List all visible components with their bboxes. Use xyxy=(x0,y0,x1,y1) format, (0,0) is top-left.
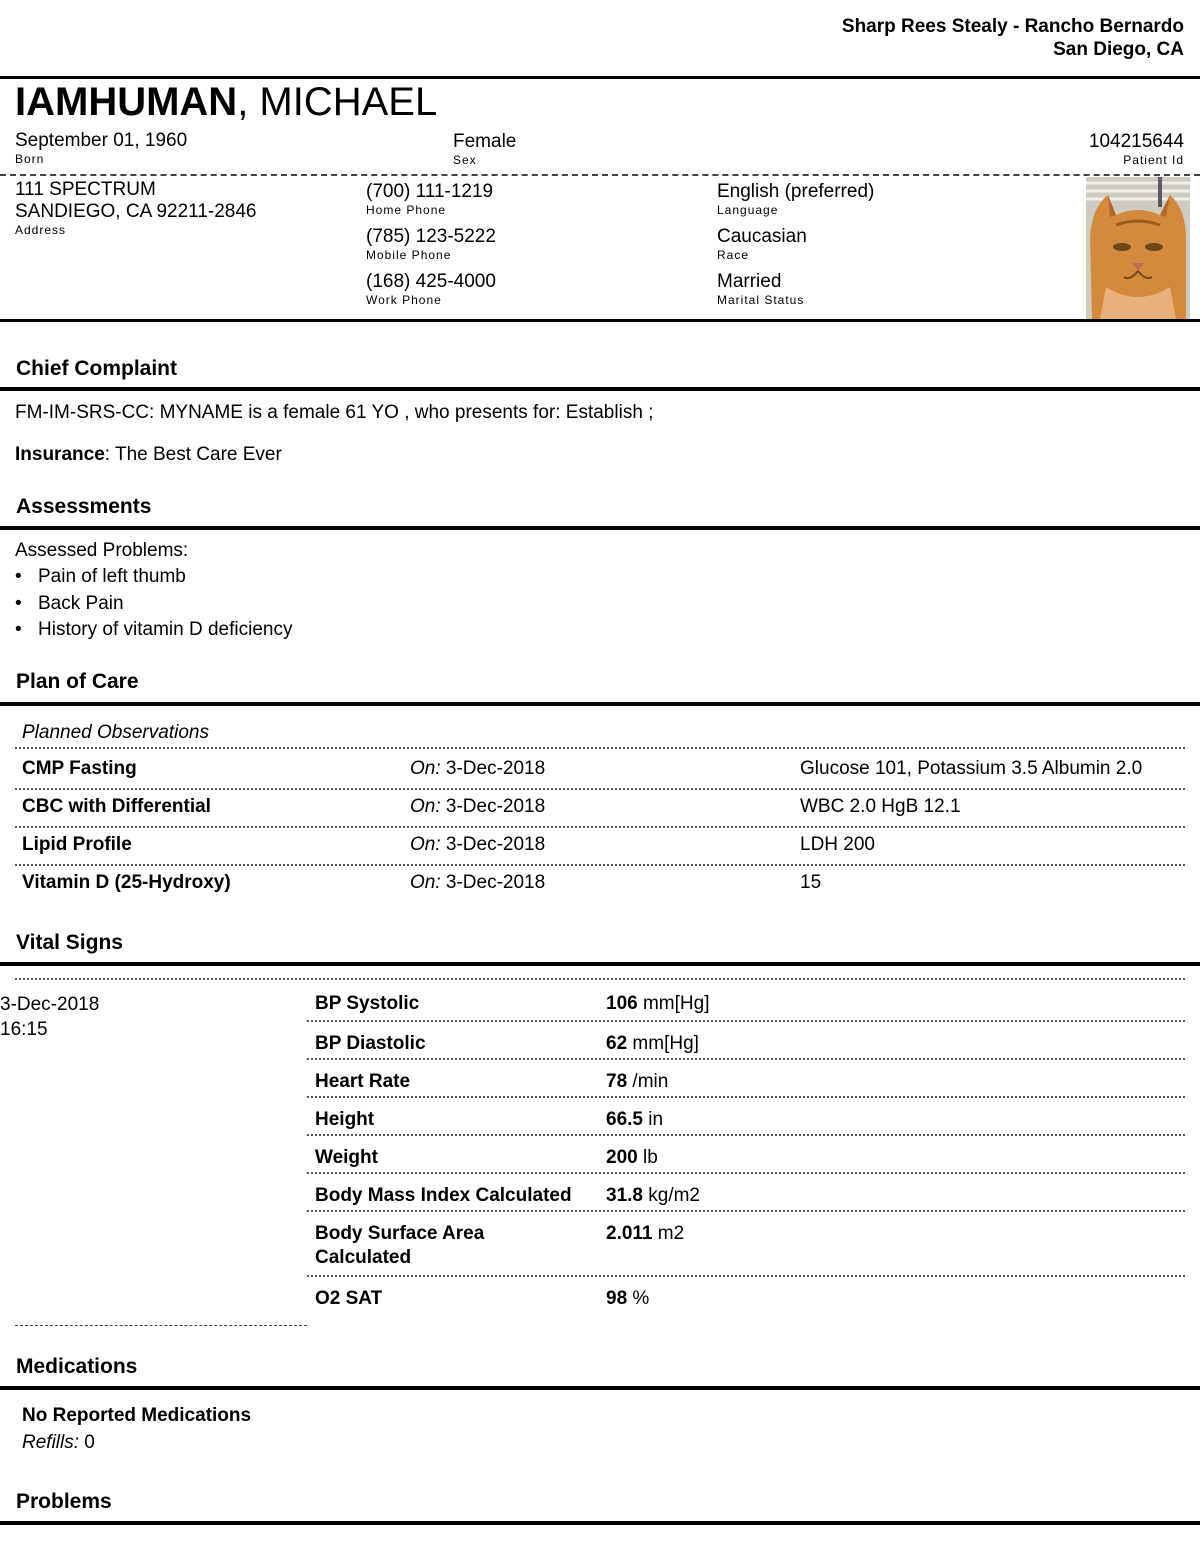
table-row xyxy=(307,982,1185,1022)
vital-value xyxy=(606,1032,699,1056)
table-row xyxy=(15,864,1185,902)
address-line2: SANDIEGO, CA 92211-2846 xyxy=(15,201,257,222)
divider xyxy=(15,747,1185,749)
clinic-name: Sharp Rees Stealy - Rancho Bernardo xyxy=(841,16,1184,37)
home-phone-value: (700) 111-1219 xyxy=(366,181,494,202)
patient-photo xyxy=(1086,177,1190,319)
insurance-label: Insurance xyxy=(15,444,105,465)
assessment-list xyxy=(15,564,292,644)
section-rule xyxy=(0,1386,1200,1390)
observation-date xyxy=(410,872,545,894)
divider xyxy=(0,319,1200,322)
date-value: 3-Dec-2018 xyxy=(440,758,546,779)
vital-number: 106 xyxy=(606,993,638,1014)
section-title-chief-complaint: Chief Complaint xyxy=(16,357,177,380)
mobile-phone-label: Mobile Phone xyxy=(366,248,452,262)
vital-unit: kg/m2 xyxy=(642,1185,701,1206)
section-rule xyxy=(0,702,1200,706)
address-label: Address xyxy=(15,223,67,237)
patient-name xyxy=(15,79,437,125)
observation-name: Vitamin D (25-Hydroxy) xyxy=(22,872,231,893)
mobile-phone-value: (785) 123-5222 xyxy=(366,226,496,247)
section-title-vital-signs: Vital Signs xyxy=(16,931,123,954)
home-phone-label: Home Phone xyxy=(366,203,447,217)
vital-number: 200 xyxy=(606,1147,638,1168)
race-value: Caucasian xyxy=(717,226,807,247)
table-row xyxy=(15,826,1185,866)
sex-value: Female xyxy=(453,131,517,152)
vital-value xyxy=(606,1222,684,1246)
vitals-timestamp xyxy=(0,992,99,1042)
vital-value xyxy=(606,1070,668,1094)
vital-label: BP Systolic xyxy=(315,993,420,1014)
observation-name: CMP Fasting xyxy=(22,758,137,779)
vital-label: Body Mass Index Calculated xyxy=(315,1185,572,1206)
vital-number: 31.8 xyxy=(606,1185,643,1206)
address-field xyxy=(15,179,257,237)
language-value: English (preferred) xyxy=(717,181,875,202)
assessed-problems-intro: Assessed Problems: xyxy=(15,540,189,561)
vitals-time: 16:15 xyxy=(0,1019,48,1040)
vital-label: Body Surface Area Calculated xyxy=(315,1223,485,1268)
section-title-plan-of-care: Plan of Care xyxy=(16,670,139,693)
vital-value xyxy=(606,1287,649,1311)
patient-id-value: 104215644 xyxy=(1088,131,1184,152)
observation-result: WBC 2.0 HgB 12.1 xyxy=(800,796,961,817)
table-row xyxy=(307,1060,1185,1098)
vital-unit: m2 xyxy=(652,1223,685,1244)
divider xyxy=(15,978,1185,980)
section-rule xyxy=(0,962,1200,966)
insurance-value: : The Best Care Ever xyxy=(104,444,282,465)
observation-date xyxy=(410,796,545,818)
divider xyxy=(0,174,1200,176)
chief-complaint-text: FM-IM-SRS-CC: MYNAME is a female 61 YO , who presents for: Establish ; xyxy=(15,402,654,423)
born-field xyxy=(15,130,187,166)
table-row xyxy=(307,1098,1185,1136)
vital-unit: /min xyxy=(627,1071,669,1092)
vital-value xyxy=(606,1184,700,1208)
patient-first-name: , MICHAEL xyxy=(237,80,438,124)
date-value: 3-Dec-2018 xyxy=(440,796,546,817)
marital-status-label: Marital Status xyxy=(717,293,805,307)
refills-line xyxy=(22,1432,95,1454)
table-row xyxy=(307,1212,1185,1277)
vital-number: 66.5 xyxy=(606,1109,643,1130)
list-item: • Back Pain xyxy=(15,591,292,618)
demographic-fields xyxy=(717,181,874,307)
on-label: On: xyxy=(410,796,441,817)
refills-value: 0 xyxy=(79,1432,95,1453)
vital-unit: % xyxy=(627,1288,650,1309)
vital-unit: mm[Hg] xyxy=(627,1033,699,1054)
vital-value xyxy=(606,1108,663,1132)
on-label: On: xyxy=(410,834,441,855)
table-row xyxy=(15,750,1185,790)
observation-result: 15 xyxy=(800,872,822,893)
date-value: 3-Dec-2018 xyxy=(440,834,546,855)
observation-result: Glucose 101, Potassium 3.5 Albumin 2.0 xyxy=(800,758,1143,779)
table-row xyxy=(307,1136,1185,1174)
patient-id-label: Patient Id xyxy=(1123,153,1184,167)
no-medications-text: No Reported Medications xyxy=(22,1405,252,1426)
observation-result: LDH 200 xyxy=(800,834,875,855)
table-row xyxy=(307,1174,1185,1212)
race-label: Race xyxy=(717,248,750,262)
observation-name: CBC with Differential xyxy=(22,796,211,817)
address-line1: 111 SPECTRUM xyxy=(15,179,156,200)
observation-date xyxy=(410,758,545,780)
vital-unit: mm[Hg] xyxy=(637,993,710,1014)
language-label: Language xyxy=(717,203,779,217)
cat-photo-icon xyxy=(1086,177,1190,319)
vital-number: 62 xyxy=(606,1033,628,1054)
born-label: Born xyxy=(15,152,45,166)
sex-field xyxy=(453,131,516,167)
vital-label: Height xyxy=(315,1109,375,1130)
table-row xyxy=(307,1277,1185,1313)
sex-label: Sex xyxy=(453,153,477,167)
work-phone-value: (168) 425-4000 xyxy=(366,271,496,292)
divider xyxy=(15,1325,307,1326)
vital-value xyxy=(606,992,709,1016)
vital-number: 78 xyxy=(606,1071,628,1092)
section-title-medications: Medications xyxy=(16,1355,138,1378)
date-value: 3-Dec-2018 xyxy=(440,872,546,893)
insurance-line xyxy=(15,444,282,466)
vital-value xyxy=(606,1146,658,1170)
section-rule xyxy=(0,1521,1200,1525)
work-phone-label: Work Phone xyxy=(366,293,442,307)
vital-unit: lb xyxy=(637,1147,658,1168)
table-row xyxy=(307,1022,1185,1060)
marital-status-value: Married xyxy=(717,271,782,292)
vital-label: O2 SAT xyxy=(315,1288,383,1309)
vital-unit: in xyxy=(642,1109,664,1130)
phone-fields xyxy=(366,181,496,307)
patient-last-name: IAMHUMAN xyxy=(15,80,238,124)
born-value: September 01, 1960 xyxy=(15,130,188,151)
vital-label: Weight xyxy=(315,1147,378,1168)
clinic-header xyxy=(842,15,1184,61)
patient-id-field xyxy=(1089,131,1184,167)
section-rule xyxy=(0,526,1200,530)
clinic-location: San Diego, CA xyxy=(1053,39,1184,60)
list-item: • Pain of left thumb xyxy=(15,564,292,591)
vital-number: 98 xyxy=(606,1288,628,1309)
section-title-problems: Problems xyxy=(16,1490,112,1513)
on-label: On: xyxy=(410,872,441,893)
refills-label: Refills: xyxy=(22,1432,80,1453)
section-rule xyxy=(0,387,1200,391)
on-label: On: xyxy=(410,758,441,779)
planned-observations-subtitle: Planned Observations xyxy=(22,722,209,743)
list-item: • History of vitamin D deficiency xyxy=(15,617,292,644)
vital-number: 2.011 xyxy=(606,1223,653,1244)
vital-label: BP Diastolic xyxy=(315,1033,426,1054)
section-title-assessments: Assessments xyxy=(16,495,152,518)
vitals-date: 3-Dec-2018 xyxy=(0,994,100,1015)
table-row xyxy=(15,788,1185,828)
observation-name: Lipid Profile xyxy=(22,834,132,855)
observation-date xyxy=(410,834,545,856)
vital-label: Heart Rate xyxy=(315,1071,411,1092)
